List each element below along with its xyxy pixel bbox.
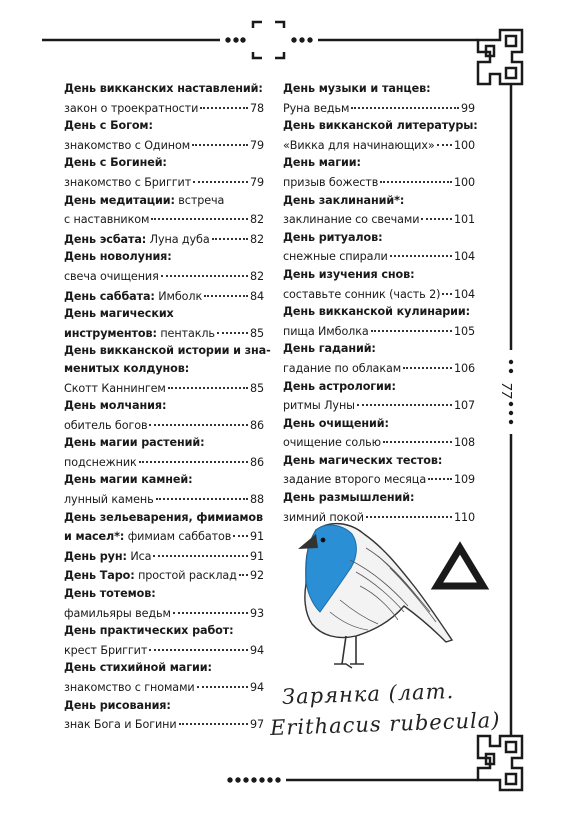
toc-entry-line <box>283 246 475 266</box>
toc-entry-subtitle: подснежник <box>64 455 137 469</box>
dot-leader <box>156 486 248 500</box>
toc-entry-heading-inline: День рун: <box>64 549 127 563</box>
toc-entry-line <box>283 209 475 229</box>
toc-entry-subtitle: гадание по облакам <box>283 361 402 375</box>
toc-page-number: 108 <box>453 436 475 450</box>
toc-entry-subtitle: составьте сонник (часть 2) <box>283 287 441 301</box>
toc-page-number: 99 <box>460 101 475 115</box>
toc-entry-heading-inline: и масел*: <box>64 530 125 544</box>
toc-entry-title: День магических <box>64 307 174 321</box>
top-right-knot <box>478 30 522 84</box>
toc-entry-line <box>283 172 475 192</box>
toc-entry-subtitle: встреча <box>174 193 225 207</box>
toc-page-number: 104 <box>453 287 475 301</box>
toc-entry-title: День астрологии: <box>283 379 396 393</box>
toc-entry <box>283 340 475 377</box>
toc-entry-subtitle: знакомство с гномами <box>64 681 195 694</box>
toc-entry-title: День стихийной магии: <box>64 661 212 675</box>
toc-entry-text <box>64 137 190 155</box>
toc-entry <box>64 546 264 566</box>
toc-page-number: 82 <box>249 232 264 246</box>
toc-entry-text <box>64 605 171 623</box>
toc-entry-text <box>283 100 349 118</box>
toc-entry-subtitle: знакомство с Бриггит <box>64 175 192 189</box>
toc-entry-subtitle: знакомство с Одином <box>64 138 191 152</box>
toc-entry-title: День магии растений: <box>64 436 205 450</box>
toc-entry-title: День гаданий: <box>283 342 376 356</box>
toc-entry-text <box>64 679 195 697</box>
toc-entry-subtitle: заклинание со свечами <box>283 213 420 227</box>
toc-entry-text <box>64 174 191 192</box>
toc-entry-line <box>283 395 475 415</box>
toc-page-number: 85 <box>249 381 264 395</box>
toc-entry-title: День изучения снов: <box>283 267 415 281</box>
dot-leader <box>217 320 248 334</box>
toc-entry-title: День с Богиней: <box>64 156 167 170</box>
dot-leader <box>442 281 452 295</box>
toc-entry-title: День музыки и танцев: <box>283 82 431 95</box>
toc-entry-title: День ритуалов: <box>283 230 383 244</box>
toc-page-number: 91 <box>249 530 264 544</box>
toc-entry-title: День тотемов: <box>64 587 156 601</box>
toc-entry-line <box>64 229 264 249</box>
dot-leader <box>161 263 248 277</box>
toc-entry-text <box>64 491 154 509</box>
toc-entry-title: День рисования: <box>64 698 171 712</box>
toc-entry-text <box>283 211 419 229</box>
toc-page-number: 106 <box>453 361 475 375</box>
toc-page-number: 86 <box>249 418 264 432</box>
dot-leader <box>380 169 452 183</box>
toc-entry-line <box>64 172 264 192</box>
toc-entry-text <box>64 380 166 398</box>
contents-right-column <box>283 80 478 526</box>
dot-leader <box>153 543 248 557</box>
page-number: 77 <box>497 382 513 399</box>
toc-page-number: 92 <box>249 569 264 583</box>
dot-leader <box>371 318 452 332</box>
toc-entry-subtitle: с наставником <box>64 213 150 227</box>
toc-page-number: 100 <box>453 138 475 152</box>
toc-entry <box>64 434 264 471</box>
toc-entry-line <box>64 546 264 566</box>
toc-entry-subtitle: снежные спирали <box>283 250 388 264</box>
toc-entry-subtitle: фимиам саббатов <box>124 530 232 544</box>
toc-entry-text <box>283 174 378 192</box>
toc-entry-title: День молчания: <box>64 399 167 413</box>
dot-leader <box>149 637 248 651</box>
toc-entry-text <box>64 548 151 566</box>
dot-leader <box>151 206 248 220</box>
toc-entry-title: День магии: <box>283 156 361 170</box>
toc-entry-title: День викканской литературы: <box>283 119 478 133</box>
toc-entry-title: День практических работ: <box>64 624 234 638</box>
top-ornament <box>42 22 478 58</box>
toc-entry <box>64 286 264 306</box>
bottom-right-knot <box>478 736 522 790</box>
toc-page-number: 104 <box>453 250 475 264</box>
toc-entry-line <box>64 135 264 155</box>
toc-entry <box>283 266 475 303</box>
dot-leader <box>428 466 452 480</box>
toc-entry-subtitle: свеча очищения <box>64 269 159 283</box>
toc-entry-text <box>64 325 215 343</box>
dot-leader <box>390 243 452 257</box>
toc-entry-line <box>283 469 475 489</box>
dot-leader <box>366 504 452 518</box>
toc-page-number: 107 <box>453 399 475 413</box>
toc-entry-subtitle: Руна ведьм <box>283 101 350 115</box>
toc-entry-text <box>283 137 435 155</box>
toc-entry-heading-inline: инструментов: <box>64 326 157 340</box>
toc-entry <box>64 248 264 285</box>
toc-entry-title: День новолуния: <box>64 250 172 264</box>
toc-entry <box>64 229 264 249</box>
toc-entry-text <box>283 360 401 378</box>
toc-page-number: 94 <box>249 681 264 694</box>
toc-entry <box>283 192 475 229</box>
toc-entry-text <box>64 567 237 585</box>
dot-leader <box>204 283 248 297</box>
toc-entry-line <box>64 565 264 585</box>
dot-leader <box>403 355 452 369</box>
toc-entry-subtitle: зимний покой <box>283 510 364 524</box>
toc-entry-subtitle: Скотт Каннингем <box>64 381 166 395</box>
toc-entry <box>64 154 264 191</box>
toc-page-number: 101 <box>453 213 475 227</box>
toc-entry-text <box>64 716 177 734</box>
illustration-caption-line1: Зарянка (лат. <box>281 679 455 709</box>
toc-entry <box>64 622 264 659</box>
toc-entry-heading-inline: День медитации: <box>64 193 175 207</box>
toc-entry <box>283 489 475 526</box>
toc-entry-text <box>283 286 440 304</box>
dot-leader <box>233 523 248 537</box>
toc-entry-subtitle: лунный камень <box>64 493 154 507</box>
toc-entry-text <box>64 417 147 435</box>
toc-entry <box>283 378 475 415</box>
toc-entry <box>64 80 264 117</box>
toc-page-number: 109 <box>453 473 475 487</box>
toc-entry-line <box>283 358 475 378</box>
toc-entry-heading-inline: День эсбата: <box>64 232 147 246</box>
dot-leader <box>139 449 248 463</box>
toc-entry-subtitle: Имболк <box>154 289 203 303</box>
toc-page-number: 105 <box>453 324 475 338</box>
toc-entry-line <box>64 415 264 435</box>
toc-entry-text <box>64 268 159 286</box>
toc-entry <box>64 585 264 622</box>
dot-leader <box>239 562 248 576</box>
dot-leader <box>351 95 459 109</box>
toc-page-number: 91 <box>249 549 264 563</box>
toc-page-number: 86 <box>249 455 264 469</box>
toc-entry-line <box>283 284 475 304</box>
toc-entry-text <box>64 231 210 249</box>
toc-entry <box>64 471 264 508</box>
toc-entry <box>64 192 264 229</box>
toc-page-number: 100 <box>453 175 475 189</box>
toc-entry-text <box>64 100 198 118</box>
toc-page-number: 82 <box>249 213 264 227</box>
dot-leader <box>197 674 248 688</box>
toc-entry-subtitle: пентакль <box>156 326 215 340</box>
toc-entry-line <box>64 677 264 697</box>
toc-entry-subtitle: обитель богов <box>64 418 148 432</box>
toc-entry-line <box>64 286 264 306</box>
toc-page-number: 84 <box>249 289 264 303</box>
toc-entry <box>64 659 264 696</box>
toc-entry-text <box>64 454 137 472</box>
toc-entry-heading-inline: менитых колдунов: <box>64 361 190 375</box>
toc-entry-line <box>283 98 475 118</box>
toc-page-number: 78 <box>249 101 264 115</box>
toc-entry-text <box>283 397 355 415</box>
toc-entry-heading-inline: День саббата: <box>64 289 155 303</box>
toc-entry-line <box>283 135 475 155</box>
toc-entry-line <box>64 489 264 509</box>
dot-leader <box>168 375 248 389</box>
toc-entry-title: День викканской кулинарии: <box>283 305 471 319</box>
toc-entry-line <box>64 640 264 660</box>
dot-leader <box>173 600 248 614</box>
toc-entry-text <box>283 323 369 341</box>
robin-bird-illustration <box>298 524 452 668</box>
dot-leader <box>179 711 248 725</box>
contents-left-column <box>64 80 271 734</box>
toc-entry-subtitle: Иса <box>126 549 152 563</box>
toc-entry <box>64 509 264 546</box>
toc-entry-text <box>283 471 426 489</box>
toc-entry-text <box>283 509 364 527</box>
bottom-ornament <box>228 778 478 782</box>
toc-entry-title: День магических тестов: <box>283 453 443 467</box>
toc-entry-text <box>64 642 147 660</box>
toc-entry-line <box>64 378 264 398</box>
toc-page-number: 110 <box>453 510 475 524</box>
toc-entry <box>283 154 475 191</box>
toc-entry-title: День зельеварения, фимиамов <box>64 510 263 524</box>
toc-entry-line <box>64 98 264 118</box>
toc-entry-subtitle: пища Имболка <box>283 324 369 338</box>
toc-entry-subtitle: закон о троекратности <box>64 101 199 115</box>
dot-leader <box>200 95 248 109</box>
toc-entry <box>283 229 475 266</box>
toc-entry-title: День очищений: <box>283 416 389 430</box>
toc-entry <box>64 342 271 397</box>
toc-entry-subtitle: знак Бога и Богини <box>64 718 177 732</box>
toc-entry-title: День с Богом: <box>64 119 153 133</box>
dot-leader <box>193 169 248 183</box>
dot-leader <box>212 226 248 240</box>
toc-entry <box>283 80 475 117</box>
toc-entry <box>283 117 478 154</box>
toc-page-number: 79 <box>249 175 264 189</box>
dot-leader <box>437 132 452 146</box>
toc-entry-line <box>283 432 475 452</box>
toc-page-number: 94 <box>249 643 264 657</box>
toc-entry-subtitle: призыв божеств <box>283 175 379 189</box>
toc-entry-text <box>64 211 149 229</box>
dot-leader <box>421 206 452 220</box>
toc-page-number: 79 <box>249 138 264 152</box>
toc-entry-subtitle: крест Бриггит <box>64 643 148 657</box>
toc-entry <box>64 117 264 154</box>
toc-entry <box>64 397 264 434</box>
dot-leader <box>357 392 452 406</box>
toc-entry-subtitle: простой расклад <box>134 569 237 583</box>
toc-page-number: 82 <box>249 269 264 283</box>
toc-entry-line <box>283 507 475 527</box>
toc-entry-line <box>64 603 264 623</box>
toc-entry <box>283 452 475 489</box>
triangle-symbol <box>437 548 483 586</box>
toc-entry-title: День викканских наставлений: <box>64 82 263 95</box>
toc-entry-line <box>64 452 264 472</box>
dot-leader <box>192 132 248 146</box>
toc-entry <box>64 305 264 342</box>
dot-leader <box>149 412 247 426</box>
dot-leader <box>383 429 452 443</box>
toc-entry-line <box>283 321 475 341</box>
toc-entry-title: День магии камней: <box>64 473 193 487</box>
toc-page-number: 93 <box>249 606 264 620</box>
toc-entry-title: День размышлений: <box>283 491 415 505</box>
toc-entry-subtitle: очищение солью <box>283 436 381 450</box>
toc-entry-text <box>64 288 202 306</box>
toc-entry-heading-inline: День Таро: <box>64 569 135 583</box>
toc-entry-line <box>64 714 264 734</box>
toc-page-number: 88 <box>249 493 264 507</box>
toc-entry-subtitle: Луна дуба <box>146 232 210 246</box>
toc-entry-title: День викканской истории и зна- <box>64 344 271 358</box>
illustration-caption-line2: Erithacus rubecula) <box>269 707 501 741</box>
toc-page-number: 97 <box>249 718 264 732</box>
toc-entry-subtitle: фамильяры ведьм <box>64 606 171 620</box>
toc-entry <box>64 697 264 734</box>
toc-entry-subtitle: «Викка для начинающих» <box>283 138 435 152</box>
toc-page-number: 85 <box>249 326 264 340</box>
toc-entry <box>64 565 264 585</box>
toc-entry-title: День заклинаний*: <box>283 193 405 207</box>
toc-entry <box>283 303 475 340</box>
toc-entry-text <box>283 248 388 266</box>
toc-entry <box>283 415 475 452</box>
toc-entry-subtitle: ритмы Луны <box>283 399 355 413</box>
toc-entry-text <box>283 434 381 452</box>
toc-entry-line <box>64 323 264 343</box>
toc-entry-subtitle: задание второго месяца <box>283 473 427 487</box>
